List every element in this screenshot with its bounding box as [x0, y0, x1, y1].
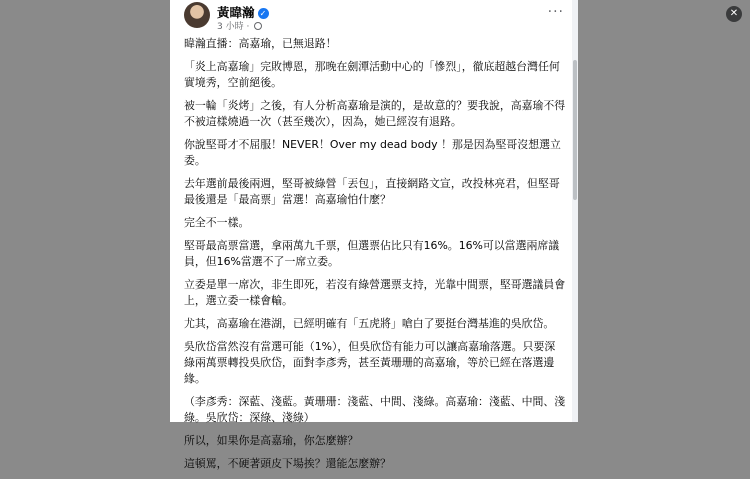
scrollbar[interactable]	[572, 0, 578, 422]
post-paragraph: 暐瀚直播：高嘉瑜，已無退路！	[184, 37, 337, 50]
post-paragraph: 完全不一樣。	[184, 216, 250, 229]
post-paragraph: 這頓罵，不硬著頭皮下場挨？還能怎麼辦？	[184, 457, 391, 470]
globe-icon	[254, 22, 262, 30]
post-paragraph: 尤其，高嘉瑜在港湖，已經明確有「五虎將」嗆白了要挺台灣基進的吳欣岱。	[184, 317, 555, 330]
post-paragraph: 去年選前最後兩週，堅哥被綠營「丟包」，直接網路文宣，改投林亮君，但堅哥最後還是「最高票」當選！高嘉瑜怕什麼？	[184, 177, 560, 206]
author-name[interactable]: 黃暐瀚	[217, 5, 255, 20]
post-paragraph: （李彥秀：深藍、淺藍。黃珊珊：淺藍、中間、淺綠。高嘉瑜：淺藍、中間、淺綠。吳欣岱：深綠、淺綠）	[184, 395, 566, 424]
post-paragraph: 立委是單一席次，非生即死，若沒有綠營選票支持，光靠中間票，堅哥選議員會上，選立委一樣會輸。	[184, 278, 566, 307]
post-card	[170, 0, 578, 470]
post-body	[184, 36, 566, 479]
close-icon[interactable]: ✕	[726, 6, 742, 22]
author-avatar[interactable]	[184, 2, 210, 28]
more-options-button[interactable]: ···	[547, 4, 564, 20]
post-paragraph: 堅哥最高票當選，拿兩萬九千票，但選票佔比只有16%。16%可以當選兩席議員，但16%當選不了一席立委。	[184, 239, 560, 268]
verified-badge-icon: ✓	[258, 8, 269, 19]
post-paragraph: 你說堅哥才不屈服！NEVER！Over my dead body ！那是因為堅哥沒想選立委。	[184, 138, 561, 167]
scrollbar-thumb[interactable]	[573, 60, 577, 200]
post-paragraph: 被一輪「炎烤」之後，有人分析高嘉瑜是演的，是故意的？要我說，高嘉瑜不得不被這樣燒過一次（甚至幾次），因為，她已經沒有退路。	[184, 99, 566, 128]
post-header	[184, 2, 564, 32]
post-meta: 3 小時 ·	[217, 19, 262, 32]
post-time[interactable]: 3 小時	[217, 22, 244, 32]
post-paragraph: 「炎上高嘉瑜」完敗博恩，那晚在劍潭活動中心的「慘烈」，徹底超越台灣任何實境秀，空前絕後。	[184, 60, 560, 89]
post-paragraph: 所以，如果你是高嘉瑜，你怎麼辦？	[184, 434, 359, 447]
post-paragraph: 吳欣岱當然沒有當選可能（1%），但吳欣岱有能力可以讓高嘉瑜落選。只要深綠兩萬票轉投吳欣岱，面對李彥秀，甚至黃珊珊的高嘉瑜，等於已經在落選邊緣。	[184, 340, 556, 385]
